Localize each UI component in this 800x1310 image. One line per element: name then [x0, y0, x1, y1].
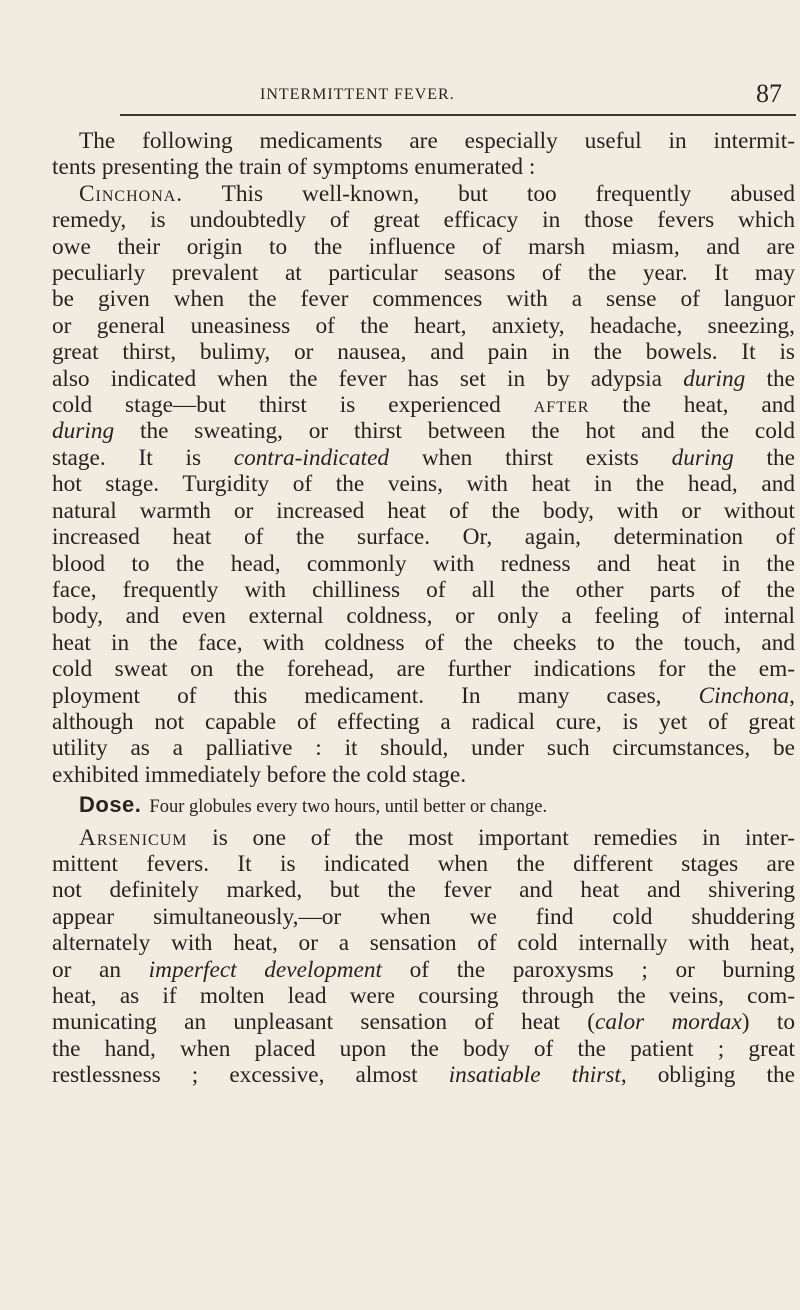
remedy-heading: Arsenicum: [79, 824, 188, 851]
text-line: or an imperfect development of the paroxysms ; or burning: [52, 956, 795, 983]
text-line: heat in the face, with coldness of the cheeks to the touch, and: [52, 629, 795, 656]
text-line: face, frequently with chilliness of all the other parts of the: [52, 576, 795, 603]
text-line: Arsenicum is one of the most important remedies in inter-: [79, 824, 795, 851]
text-line: ployment of this medicament. In many cases, Cinchona,: [52, 682, 795, 709]
dose-label: Dose.: [79, 792, 142, 818]
text-line: remedy, is undoubtedly of great efficacy in those fevers which: [52, 207, 795, 234]
header-rule: [120, 114, 796, 116]
page-header: [120, 79, 796, 116]
text-line: The following medicaments are especially useful in intermit-: [79, 128, 795, 154]
dose-line: [52, 792, 795, 820]
text-line: owe their origin to the influence of marsh miasm, and are: [52, 233, 795, 260]
arsenicum-paragraph: [52, 825, 795, 1089]
page-number: 87: [756, 79, 782, 108]
running-head: INTERMITTENT FEVER.: [260, 86, 455, 103]
text-line: peculiarly prevalent at particular seasons of the year. It may: [52, 260, 795, 287]
page-body: [52, 128, 795, 1089]
text-line: alternately with heat, or a sensation of cold internally with heat,: [52, 930, 795, 957]
text-line: cold stage—but thirst is experienced after the heat, and: [52, 392, 795, 419]
text-line: Cinchona. This well-known, but too frequently abused: [79, 180, 795, 207]
text-line: restlessness ; excessive, almost insatiable thirst, obliging the: [52, 1062, 795, 1089]
text-line: the hand, when placed upon the body of the patient ; great: [52, 1035, 795, 1062]
text-line: increased heat of the surface. Or, again, determination of: [52, 524, 795, 551]
text-line: be given when the fever commences with a sense of languor: [52, 286, 795, 313]
text-line: heat, as if molten lead were coursing through the veins, com-: [52, 983, 795, 1009]
text-line: appear simultaneously,—or when we find cold shuddering: [52, 903, 795, 930]
text-line: tents presenting the train of symptoms enumerated :: [52, 154, 536, 181]
text-line: municating an unpleasant sensation of heat (calor mordax) to: [52, 1009, 795, 1036]
text-line: although not capable of effecting a radical cure, is yet of great: [52, 708, 795, 735]
text-line: body, and even external coldness, or only a feeling of internal: [52, 603, 795, 630]
text-line: mittent fevers. It is indicated when the different stages are: [52, 850, 795, 877]
cinchona-paragraph: [52, 181, 795, 788]
text-line: stage. It is contra-indicated when thirst exists during the: [52, 444, 795, 471]
dose-text: Four globules every two hours, until better or change.: [149, 797, 548, 818]
text-line: hot stage. Turgidity of the veins, with heat in the head, and: [52, 471, 795, 498]
text-line: exhibited immediately before the cold stage.: [52, 761, 467, 788]
text-line: also indicated when the fever has set in by adypsia during the: [52, 365, 795, 392]
remedy-heading: Cinchona.: [79, 180, 184, 207]
text-line: great thirst, bulimy, or nausea, and pain in the bowels. It is: [52, 339, 795, 366]
text-line: cold sweat on the forehead, are further indications for the em-: [52, 656, 795, 683]
text-line: or general uneasiness of the heart, anxiety, headache, sneezing,: [52, 312, 795, 339]
text-line: blood to the head, commonly with redness and heat in the: [52, 550, 795, 577]
text-line: not definitely marked, but the fever and heat and shivering: [52, 877, 795, 904]
text-line: natural warmth or increased heat of the body, with or without: [52, 497, 795, 524]
intro-paragraph: [52, 128, 795, 181]
text-line: utility as a palliative : it should, under such circumstances, be: [52, 735, 795, 762]
text-line: during the sweating, or thirst between the hot and the cold: [52, 418, 795, 445]
